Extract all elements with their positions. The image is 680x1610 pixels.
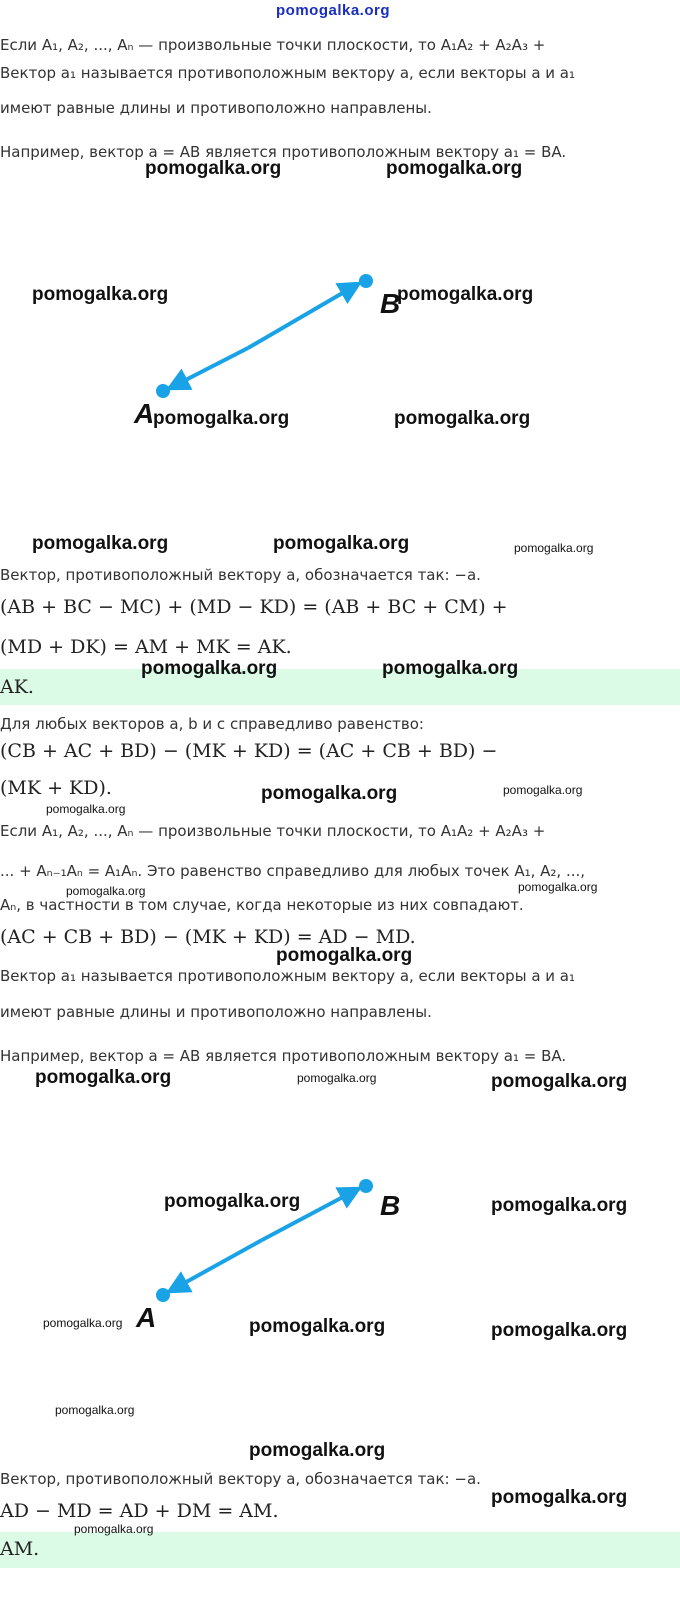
math-line: (AC + CB + BD) − (MK + KD) = AD − MD. (0, 926, 416, 948)
watermark-small: pomogalka.org (514, 541, 594, 555)
math-line: (MK + KD). (0, 777, 112, 799)
text-line: Вектор a₁ называется противоположным вектору a, если векторы a и a₁ (0, 967, 575, 985)
watermark: pomogalka.org (249, 1316, 386, 1337)
watermark: pomogalka.org (491, 1071, 628, 1092)
text-line: имеют равные длины и противоположно направлены. (0, 1003, 432, 1021)
math-answer: AM. (0, 1538, 40, 1560)
watermark: pomogalka.org (382, 658, 519, 679)
math-line: (AB + BC − MC) + (MD − KD) = (AB + BC + CM) + (0, 596, 508, 618)
point-label-b: B (380, 1190, 401, 1221)
math-answer: AK. (0, 676, 34, 698)
watermark-small: pomogalka.org (518, 880, 598, 894)
watermark: pomogalka.org (491, 1487, 628, 1508)
text-line: Например, вектор a = AB является противоположным вектору a₁ = BA. (0, 1047, 567, 1065)
watermark: pomogalka.org (273, 533, 410, 554)
text-line: Вектор, противоположный вектору a, обозначается так: −a. (0, 566, 481, 584)
watermark: pomogalka.org (394, 408, 531, 429)
text-line: Если A₁, A₂, ..., Aₙ — произвольные точки плоскости, то A₁A₂ + A₂A₃ + (0, 36, 546, 54)
math-line: AD − MD = AD + DM = AM. (0, 1500, 279, 1522)
text-line: Вектор, противоположный вектору a, обозначается так: −a. (0, 1470, 481, 1488)
watermark: pomogalka.org (153, 408, 290, 429)
point-label-b: B (380, 288, 401, 319)
watermark-small: pomogalka.org (297, 1071, 377, 1085)
watermark: pomogalka.org (32, 284, 169, 305)
text-line: Например, вектор a = AB является противоположным вектору a₁ = BA. (0, 143, 567, 161)
text-line: Если A₁, A₂, ..., Aₙ — произвольные точки плоскости, то A₁A₂ + A₂A₃ + (0, 822, 546, 840)
point-label-a: A (136, 1302, 157, 1333)
math-line: (CB + AC + BD) − (MK + KD) = (AC + CB + BD) − (0, 740, 498, 762)
watermark: pomogalka.org (249, 1440, 386, 1461)
watermark: pomogalka.org (164, 1191, 301, 1212)
watermark: pomogalka.org (276, 945, 413, 966)
watermark-small: pomogalka.org (55, 1403, 135, 1417)
watermark-small: pomogalka.org (46, 802, 126, 816)
text-line: Для любых векторов a, b и c справедливо равенство: (0, 715, 424, 733)
watermark: pomogalka.org (35, 1067, 172, 1088)
watermark-small: pomogalka.org (43, 1316, 123, 1330)
text-line: ... + Aₙ₋₁Aₙ = A₁Aₙ. Это равенство справедливо для любых точек A₁, A₂, ..., (0, 862, 586, 880)
watermark: pomogalka.org (145, 158, 282, 179)
text-line: имеют равные длины и противоположно направлены. (0, 99, 432, 117)
watermark-small: pomogalka.org (74, 1522, 154, 1536)
watermark: pomogalka.org (491, 1320, 628, 1341)
watermark: pomogalka.org (397, 284, 534, 305)
watermark-small: pomogalka.org (66, 884, 146, 898)
text-line: Aₙ, в частности в том случае, когда некоторые из них совпадают. (0, 896, 524, 914)
watermark: pomogalka.org (141, 658, 278, 679)
watermark: pomogalka.org (261, 783, 398, 804)
vector-diagram-2 (0, 1170, 680, 1310)
answer-highlight-1 (0, 669, 680, 705)
text-line: Вектор a₁ называется противоположным вектору a, если векторы a и a₁ (0, 64, 575, 82)
watermark: pomogalka.org (386, 158, 523, 179)
math-line: (MD + DK) = AM + MK = AK. (0, 636, 292, 658)
watermark: pomogalka.org (32, 533, 169, 554)
watermark-small: pomogalka.org (503, 783, 583, 797)
answer-highlight-2 (0, 1532, 680, 1568)
watermark: pomogalka.org (491, 1195, 628, 1216)
point-label-a: A (134, 398, 155, 429)
site-header-watermark[interactable]: pomogalka.org (276, 2, 391, 19)
